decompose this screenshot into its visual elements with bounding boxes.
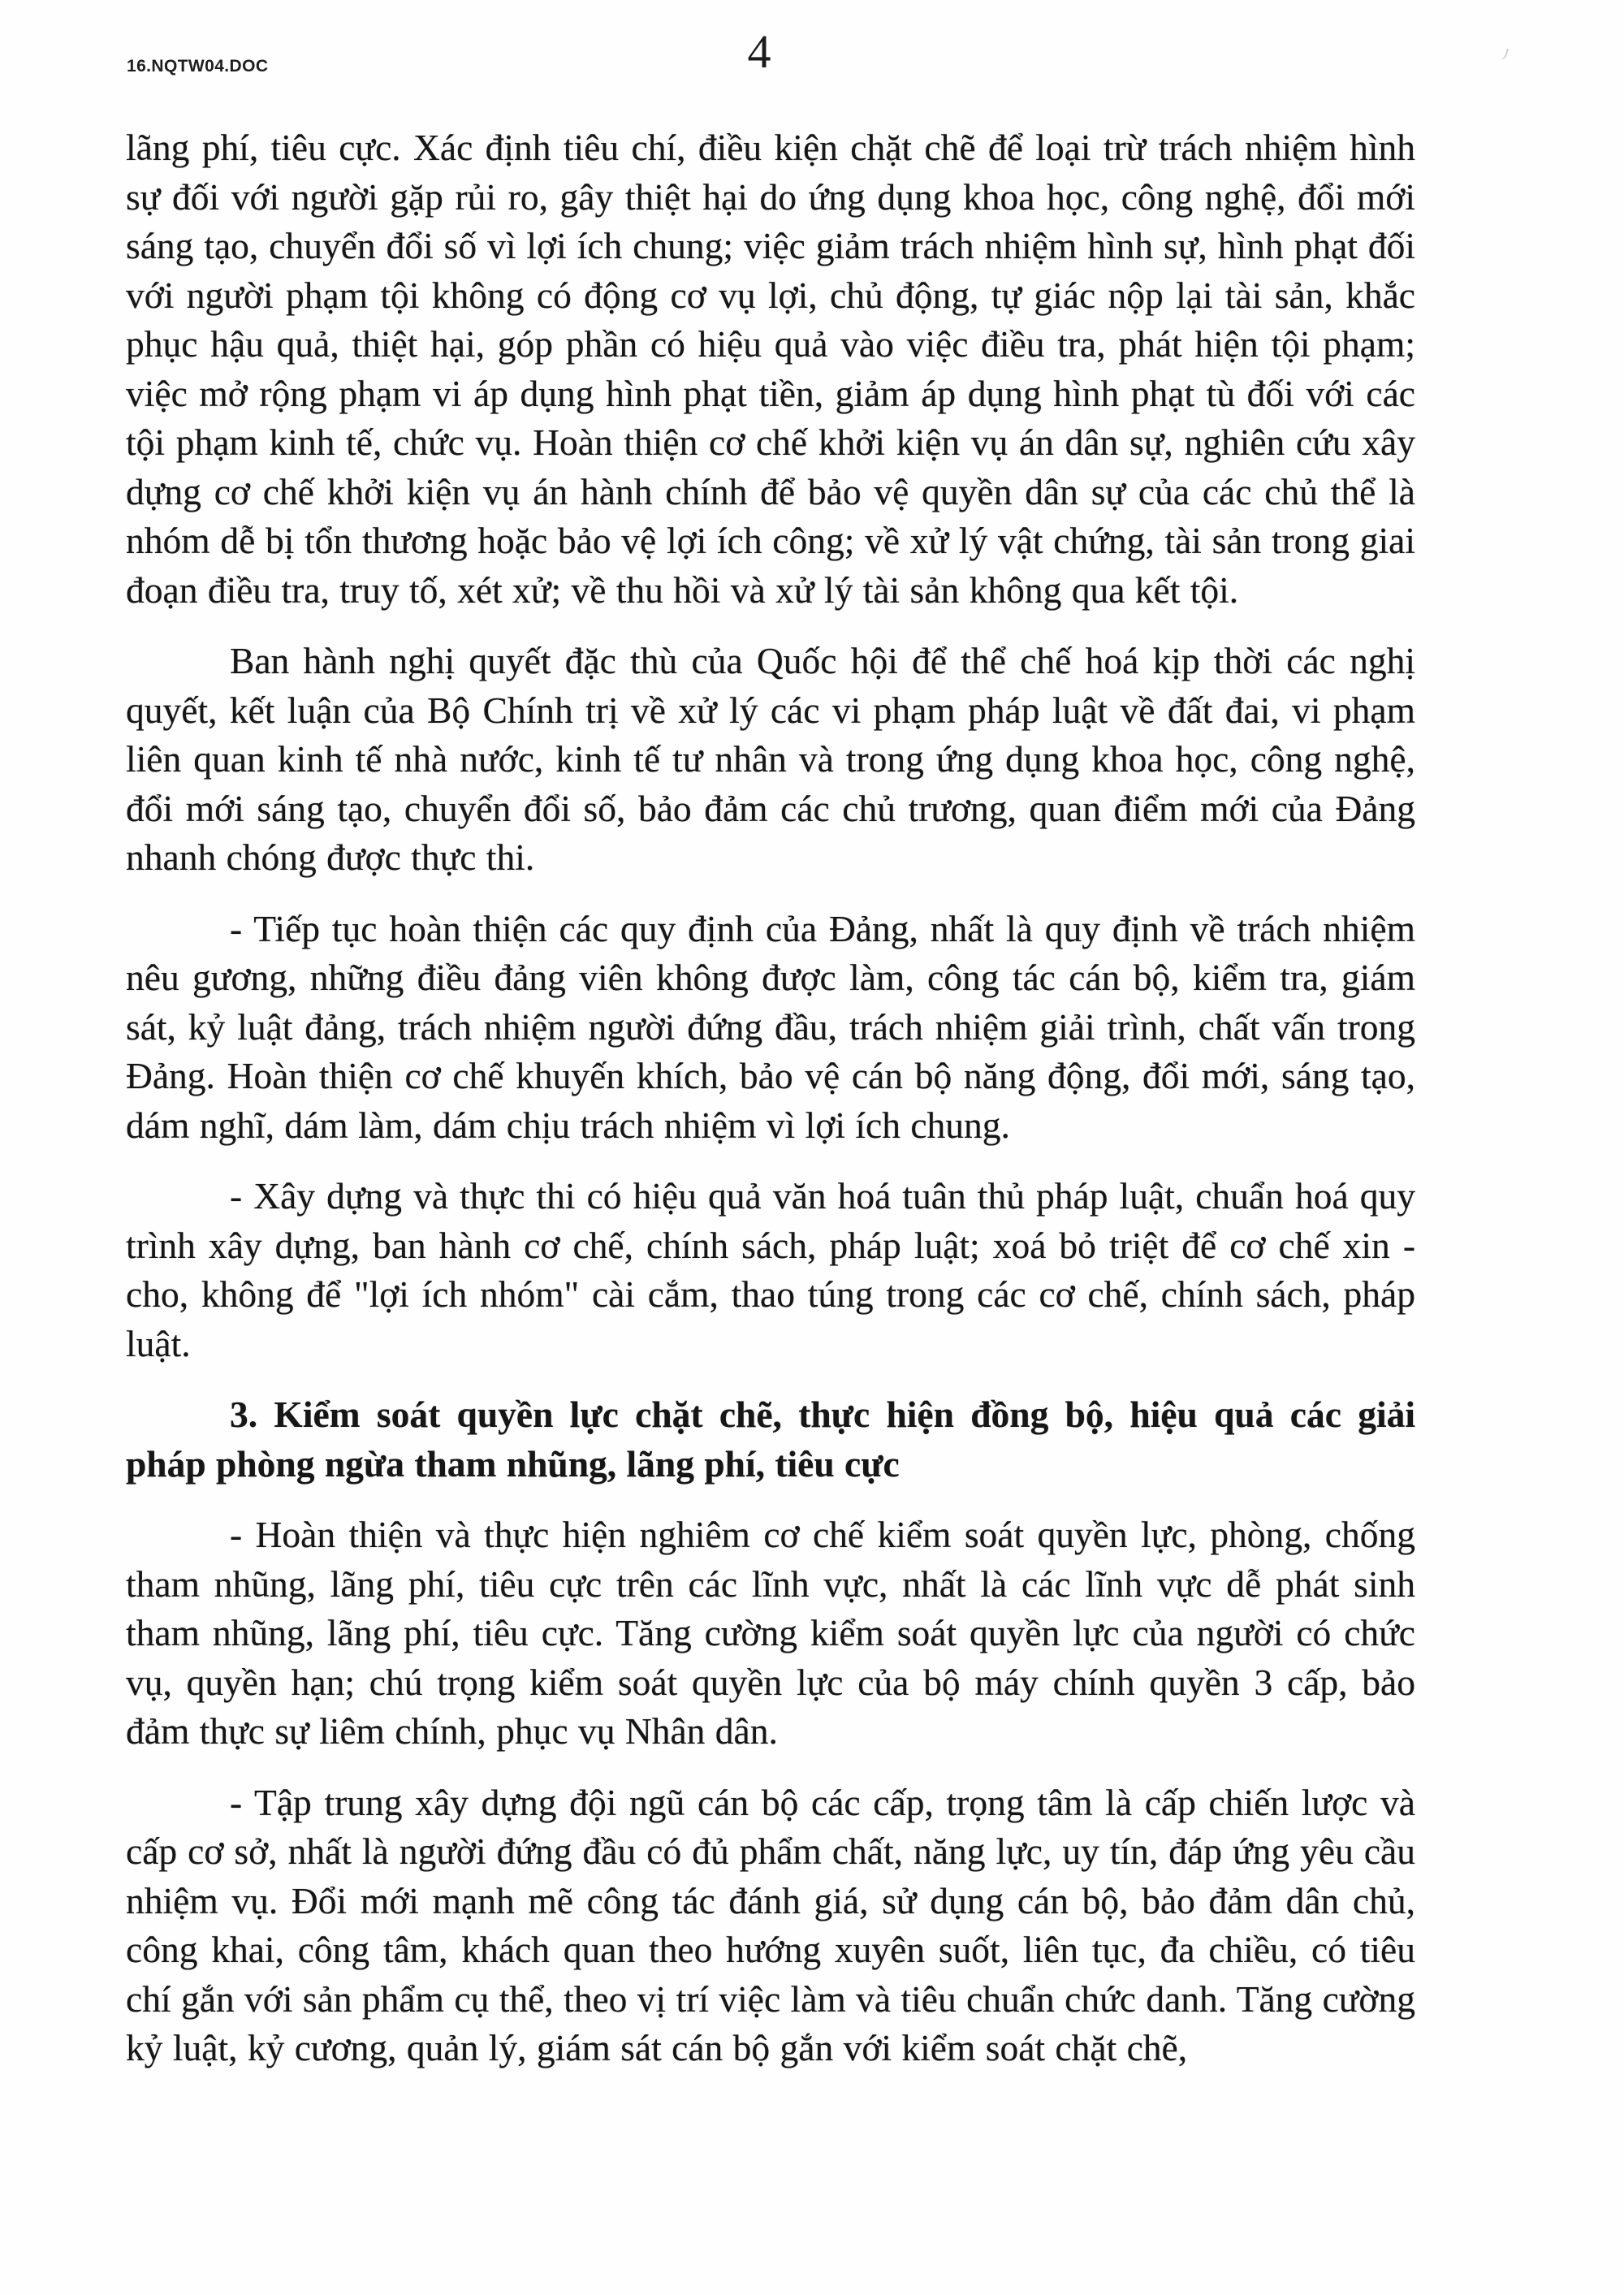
paragraph: - Tập trung xây dựng đội ngũ cán bộ các cấp, trọng tâm là cấp chiến lược và cấp cơ sở, nhất là người đứng đầu có đủ phẩm chất, năng lực, uy tín, đáp ứng yêu cầu nhiệm vụ. Đổi mới mạnh mẽ công tác đánh giá, sử dụng cán bộ, bảo đảm dân chủ, công khai, công tâm, khách quan theo hướng xuyên suốt, liên tục, đa chiều, có tiêu chí gắn với sản phẩm cụ thể, theo vị trí việc làm và tiêu chuẩn chức danh. Tăng cường kỷ luật, kỷ cương, quản lý, giám sát cán bộ gắn với kiểm soát chặt chẽ, — [126, 1781, 1415, 2068]
file-name-label: 16.NQTW04.DOC — [127, 57, 269, 76]
paragraph: - Xây dựng và thực thi có hiệu quả văn hoá tuân thủ pháp luật, chuẩn hoá quy trình xây dựng, ban hành cơ chế, chính sách, pháp luật; xoá bỏ triệt để cơ chế xin - cho, không để "lợi ích nhóm" cài cắm, thao túng trong các cơ chế, chính sách, pháp luật. — [126, 1175, 1415, 1364]
page-number: 4 — [747, 25, 771, 78]
paragraph-continued: lãng phí, tiêu cực. Xác định tiêu chí, điều kiện chặt chẽ để loại trừ trách nhiệm hình sự đối với người gặp rủi ro, gây thiệt hại do ứng dụng khoa học, công nghệ, đổi mới sáng tạo, chuyển đổi số vì lợi ích chung; việc giảm trách nhiệm hình sự, hình phạt đối với người phạm tội không có động cơ vụ lợi, chủ động, tự giác nộp lại tài sản, khắc phục hậu quả, thiệt hại, góp phần có hiệu quả vào việc điều tra, phát hiện tội phạm; việc mở rộng phạm vi áp dụng hình phạt tiền, giảm áp dụng hình phạt tù đối với các tội phạm kinh tế, chức vụ. Hoàn thiện cơ chế khởi kiện vụ án dân sự, nghiên cứu xây dựng cơ chế khởi kiện vụ án hành chính để bảo vệ quyền dân sự của các chủ thể là nhóm dễ bị tổn thương hoặc bảo vệ lợi ích công; về xử lý vật chứng, tài sản trong giai đoạn điều tra, truy tố, xét xử; về thu hồi và xử lý tài sản không qua kết tội. — [126, 127, 1415, 611]
section-heading: 3. Kiểm soát quyền lực chặt chẽ, thực hiện đồng bộ, hiệu quả các giải pháp phòng ngừa tham nhũng, lãng phí, tiêu cực — [126, 1394, 1415, 1485]
document-body — [126, 123, 1415, 2073]
paragraph: Ban hành nghị quyết đặc thù của Quốc hội để thể chế hoá kịp thời các nghị quyết, kết luận của Bộ Chính trị về xử lý các vi phạm pháp luật về đất đai, vi phạm liên quan kinh tế nhà nước, kinh tế tư nhân và trong ứng dụng khoa học, công nghệ, đổi mới sáng tạo, chuyển đổi số, bảo đảm các chủ trương, quan điểm mới của Đảng nhanh chóng được thực thi. — [126, 640, 1415, 878]
paragraph: - Tiếp tục hoàn thiện các quy định của Đảng, nhất là quy định về trách nhiệm nêu gương, những điều đảng viên không được làm, công tác cán bộ, kiểm tra, giám sát, kỷ luật đảng, trách nhiệm người đứng đầu, trách nhiệm giải trình, chất vấn trong Đảng. Hoàn thiện cơ chế khuyến khích, bảo vệ cán bộ năng động, đổi mới, sáng tạo, dám nghĩ, dám làm, dám chịu trách nhiệm vì lợi ích chung. — [126, 907, 1415, 1146]
paragraph: - Hoàn thiện và thực hiện nghiêm cơ chế kiểm soát quyền lực, phòng, chống tham nhũng, lãng phí, tiêu cực trên các lĩnh vực, nhất là các lĩnh vực dễ phát sinh tham nhũng, lãng phí, tiêu cực. Tăng cường kiểm soát quyền lực của người có chức vụ, quyền hạn; chú trọng kiểm soát quyền lực của bộ máy chính quyền 3 cấp, bảo đảm thực sự liêm chính, phục vụ Nhân dân. — [126, 1514, 1415, 1752]
